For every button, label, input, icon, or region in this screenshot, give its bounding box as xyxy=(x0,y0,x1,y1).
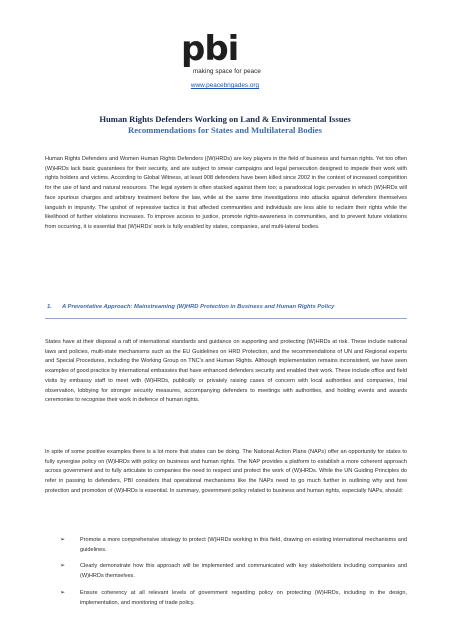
document-subtitle: Recommendations for States and Multilateral Bodies xyxy=(128,125,322,135)
intro-paragraph: Human Rights Defenders and Women Human Rights Defenders ((W)HRDs) are key players in the field of business and human rights. Yet too often (W)HRDs lack basic guarantees for their security, and are subject to smear campaigns and legal persecution designed to impede their work with rights holders and victims. According to Global Witness, at least 908 defenders have been killed since 2002 in the context of increased competition for the use of land and natural resources. The legal system is often stacked against them too; a paradoxical logic pervades in which (W)HRDs will face spurious charges and arbitrary treatment before the law, while at the same time investigations into attacks against defenders themselves languish in impunity. The upshot of repressive tactics is that affected communities and individuals are less able to reclaim their rights while the likelihood of further violations increases. To improve access to justice, promote rights-awareness in communities, and to prevent future violations from occurring, it is essential that (W)HRDs' work is fully enabled by states, companies, and multi-lateral bodies. xyxy=(45,156,407,230)
section-number: 1. xyxy=(47,304,52,310)
arrow-bullet-icon: ➢ xyxy=(60,589,66,596)
list-item xyxy=(60,562,407,581)
list-item xyxy=(60,589,407,608)
recommendation-list xyxy=(60,536,407,615)
list-item-text: Ensure coherency at all relevant levels of government regarding policy on protecting (W)HRDs, including in the design, implementation, and monitoring of trade policy. xyxy=(80,589,407,606)
list-item xyxy=(60,536,407,555)
body-paragraph-naps: In spite of some positive examples there is a lot more that states can be doing. The National Action Plans (NAPs) offer an opportunity for states to fully synergise policy on (W)HRDs with policy on business and human rights. The NAP provides a platform to establish a more coherent approach across government and to fully articulate to companies the need to respect and protect the work of (W)HRDs. While the UN Guiding Principles do refer in passing to defenders, PBI considers that operational mechanisms like the NAPs need to go much further in outlining why and how protection and promotion of (W)HRDs is essential. In summary, government policy related to business and human rights, especially NAPs, should: xyxy=(45,449,407,494)
body-paragraph-standards: States have at their disposal a raft of international standards and guidance on supporting and protecting (W)HRDs at risk. These include national laws and policies, multi-state mechanisms such as the EU Guidelines on HRD Protection, and the recommendations of UN and Regional experts and Special Procedures, including the Working Group on TNC's and Human Rights. Although implementation remains inconsistent, we have seen examples of good practice by international embassies that have enhanced defenders security and enabled their work. These include office and field visits by embassy staff to meet with (W)HRDs, publically or privately raising cases of concern with local authorities and companies, trial observation, lobbying for stronger security measures, accompanying defenders to meetings with authorities, and holding events and awards ceremonies to recognise their work in defence of human rights. xyxy=(45,339,407,404)
website-link[interactable]: www.peacebrigades.org xyxy=(190,82,260,89)
section-heading xyxy=(47,304,334,310)
section-divider xyxy=(45,318,407,319)
list-item-text: Clearly demonstrate how this approach will be implemented and communicated with key stakeholders including companies and (W)HRDs themselves. xyxy=(80,563,407,580)
list-item-text: Promote a more comprehensive strategy to protect (W)HRDs working in this field, drawing on existing international mechanisms and guidelines. xyxy=(80,537,407,553)
logo-tagline: making space for peace xyxy=(193,68,261,75)
logo-letters: pbi xyxy=(181,29,239,69)
document-title: Human Rights Defenders Working on Land & Environmental Issues xyxy=(99,114,351,124)
arrow-bullet-icon: ➢ xyxy=(60,563,66,570)
arrow-bullet-icon: ➢ xyxy=(60,537,66,543)
pbi-logo xyxy=(181,29,271,82)
section-heading-text: A Preventative Approach: Mainstreaming (W)HRD Protection in Business and Human Rights Policy xyxy=(62,304,335,310)
